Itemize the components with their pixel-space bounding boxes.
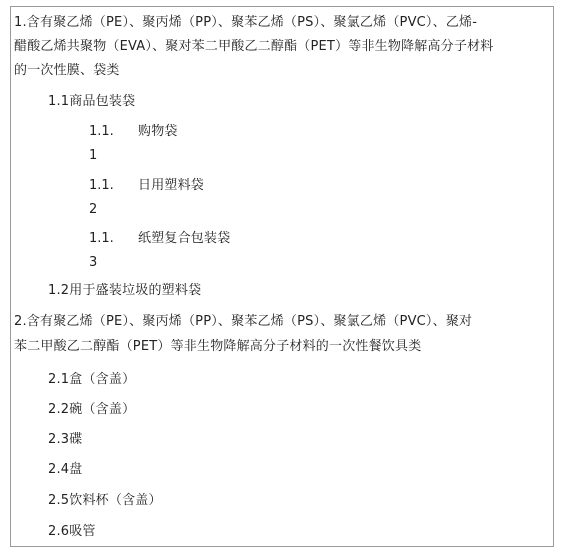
item-1-1-2-number [85, 169, 135, 223]
item-1-1-2-num-b: 2 [89, 202, 98, 217]
section-1-line-3: 的一次性膜、袋类 [14, 63, 120, 78]
section-1-header [11, 7, 553, 84]
subsection-1-1-header [42, 83, 553, 118]
item-1-1-1-label: 购物袋 [138, 124, 178, 139]
subsection-1-1-label: 1.1商品包装袋 [48, 94, 136, 109]
item-2-2-row [42, 393, 553, 424]
regulation-table [10, 6, 554, 547]
item-1-1-3-label-cell [134, 222, 553, 275]
item-1-1-3-number [85, 222, 135, 275]
item-2-5-row [42, 483, 553, 515]
item-2-4-row [42, 453, 553, 484]
item-1-1-2-num-a: 1.1. [89, 178, 114, 193]
item-2-3-row [42, 423, 553, 454]
item-1-1-3-num-a: 1.1. [89, 231, 114, 246]
item-1-1-1-num-b: 1 [89, 148, 98, 163]
section-1-line-1: 1.含有聚乙烯（PE）、聚丙烯（PP）、聚苯乙烯（PS）、聚氯乙烯（PVC）、乙烯- [14, 15, 478, 30]
subsection-1-2-label: 1.2用于盛装垃圾的塑料袋 [48, 283, 202, 298]
item-2-6-row [42, 514, 553, 546]
item-2-3-label: 2.3碟 [48, 432, 83, 447]
section-2-indent [11, 363, 43, 546]
item-1-1-2-label-cell [134, 169, 553, 223]
subsection-1-2-row [42, 274, 553, 305]
item-2-6-label: 2.6吸管 [48, 524, 96, 539]
item-2-1-label: 2.1盒（含盖） [48, 372, 136, 387]
item-1-1-1-number [85, 117, 135, 170]
item-1-1-2-label: 日用塑料袋 [138, 178, 205, 193]
subsection-1-1-indent [42, 117, 86, 274]
item-1-1-3-num-b: 3 [89, 255, 98, 270]
item-1-1-3-label: 纸塑复合包装袋 [138, 231, 231, 246]
section-2-header [11, 304, 553, 364]
section-2-line-1: 2.含有聚乙烯（PE）、聚丙烯（PP）、聚苯乙烯（PS）、聚氯乙烯（PVC）、聚对 [14, 314, 473, 329]
item-1-1-1-label-cell [134, 117, 553, 170]
section-1-line-2: 醋酸乙烯共聚物（EVA）、聚对苯二甲酸乙二醇酯（PET）等非生物降解高分子材料 [14, 39, 494, 54]
item-2-5-label: 2.5饮料杯（含盖） [48, 493, 162, 508]
item-2-4-label: 2.4盘 [48, 462, 83, 477]
item-1-1-1-num-a: 1.1. [89, 124, 114, 139]
section-2-line-2: 苯二甲酸乙二醇酯（PET）等非生物降解高分子材料的一次性餐饮具类 [14, 339, 422, 354]
item-2-2-label: 2.2碗（含盖） [48, 402, 136, 417]
section-1-indent [11, 83, 43, 305]
item-2-1-row [42, 363, 553, 394]
